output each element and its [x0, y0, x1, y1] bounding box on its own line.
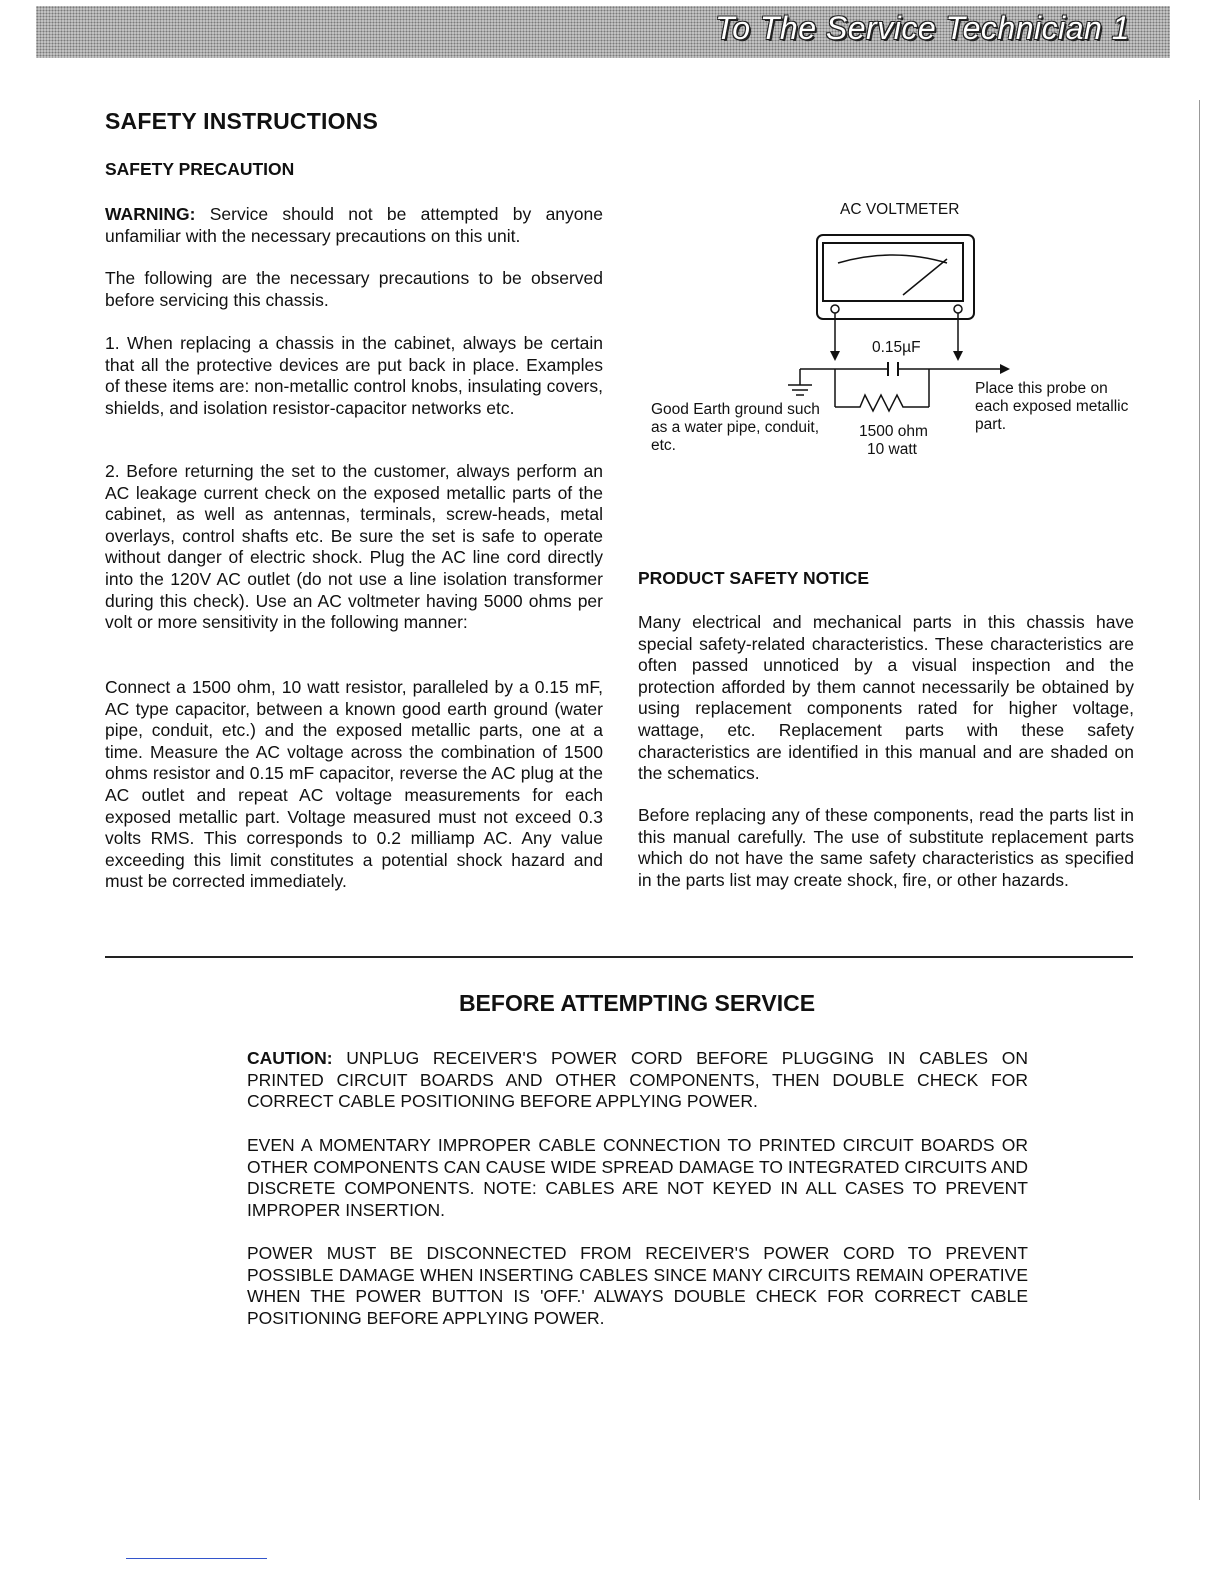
- connect-paragraph: Connect a 1500 ohm, 10 watt resistor, paralleled by a 0.15 mF, AC type capacitor, between a known good earth ground (water pipe, conduit, etc.) and the exposed metallic parts, one at a time. Measure the AC voltage across the combination of 1500 ohms resistor and 0.15 mF capacitor, reverse the AC plug at the AC outlet and repeat AC voltage measurements for each exposed metallic part. Voltage measured must not exceed 0.3 volts RMS. This corresponds to 0.2 milliamp AC. Any value exceeding this limit constitutes a potential shock hazard and must be corrected immediately.: [105, 677, 603, 892]
- resistor-watts-label: 10 watt: [867, 441, 917, 458]
- warning-text: Service should not be attempted by anyone unfamiliar with the necessary precautions on this unit.: [105, 204, 603, 246]
- margin-rule: [1199, 100, 1200, 1500]
- voltmeter-title: AC VOLTMETER: [840, 201, 960, 218]
- before-service-heading: BEFORE ATTEMPTING SERVICE: [458, 990, 816, 1016]
- meter-terminal-left: [831, 305, 839, 313]
- caution-text: UNPLUG RECEIVER'S POWER CORD BEFORE PLUGGING IN CABLES ON PRINTED CIRCUIT BOARDS AND OTHER COMPONENTS, THEN DOUBLE CHECK FOR CORRECT CABLE POSITIONING BEFORE APPLYING POWER.: [247, 1048, 1028, 1112]
- cable-connection-paragraph: EVEN A MOMENTARY IMPROPER CABLE CONNECTION TO PRINTED CIRCUIT BOARDS OR OTHER COMPONENTS CAN CAUSE WIDE SPREAD DAMAGE TO INTEGRATED CIRCUITS AND DISCRETE COMPONENTS. NOTE: CABLES ARE NOT KEYED IN ALL CASES TO PREVENT IMPROPER INSERTION.: [247, 1135, 1028, 1220]
- probe-arrow: [1000, 364, 1010, 374]
- product-notice-paragraph-2: Before replacing any of these components, read the parts list in this manual carefully. The use of substitute replacement parts which do not have the same safety characteristics as specified in the parts list may create shock, fire, or other hazards.: [638, 805, 1134, 890]
- section-divider: [105, 956, 1133, 958]
- safety-heading: SAFETY INSTRUCTIONS: [105, 108, 379, 134]
- meter-window: [823, 243, 963, 301]
- product-notice-paragraph-1: Many electrical and mechanical parts in this chassis have special safety-related characteristics. These characteristics are often passed unnoticed by a visual inspection and the protection afforded by them cannot necessarily be obtained by using replacement components rated for higher voltage, wattage, etc. Replacement parts with these safety characteristics are identified in this manual and are shaded on the schematics.: [638, 612, 1134, 784]
- item-2-paragraph: 2. Before returning the set to the customer, always perform an AC leakage current check on the exposed metallic parts of the cabinet, as well as antennas, terminals, screw-heads, metal overlays, control shafts etc. Be sure the set is safe to operate without danger of electric shock. Plug the AC line cord directly into the 120V AC outlet (do not use a line isolation transformer during this check). Use an AC voltmeter having 5000 ohms per volt or more sensitivity in the following manner:: [105, 461, 603, 633]
- meter-case: [817, 235, 974, 319]
- ground-label: Good Earth ground such as a water pipe, conduit, etc.: [651, 401, 820, 454]
- meter-terminal-right: [954, 305, 962, 313]
- page-title: To The Service Technician 1: [715, 10, 1130, 46]
- resistor-ohms-label: 1500 ohm: [859, 423, 928, 440]
- capacitor-label: 0.15µF: [872, 339, 921, 356]
- meter-needle: [903, 259, 947, 295]
- meter-scale: [838, 255, 947, 263]
- product-notice-heading: PRODUCT SAFETY NOTICE: [638, 568, 870, 588]
- left-arrow: [830, 351, 840, 361]
- probe-label: Place this probe on each exposed metallic part.: [975, 380, 1129, 433]
- safety-subheading: SAFETY PRECAUTION: [105, 159, 295, 179]
- power-disconnect-paragraph: POWER MUST BE DISCONNECTED FROM RECEIVER'S POWER CORD TO PREVENT POSSIBLE DAMAGE WHEN INSERTING CABLES SINCE MANY CIRCUITS REMAIN OPERATIVE WHEN THE POWER BUTTON IS 'OFF.' ALWAYS DOUBLE CHECK FOR CORRECT CABLE POSITIONING BEFORE APPLYING POWER.: [247, 1243, 1028, 1328]
- warning-label: WARNING:: [105, 204, 196, 224]
- header-banner: [36, 6, 1170, 58]
- right-arrow: [953, 351, 963, 361]
- resistor-symbol: [835, 395, 929, 411]
- warning-paragraph: [105, 204, 603, 247]
- caution-paragraph: [247, 1048, 1028, 1113]
- item-1-paragraph: 1. When replacing a chassis in the cabinet, always be certain that all the protective devices are put back in place. Examples of these items are: non-metallic control knobs, insulating covers, shields, and isolation resistor-capacitor networks etc.: [105, 333, 603, 418]
- intro-paragraph: The following are the necessary precautions to be observed before servicing this chassis.: [105, 268, 603, 310]
- footer-link-line: [126, 1558, 267, 1559]
- voltmeter-diagram: [645, 195, 1145, 470]
- caution-label: CAUTION:: [247, 1048, 333, 1068]
